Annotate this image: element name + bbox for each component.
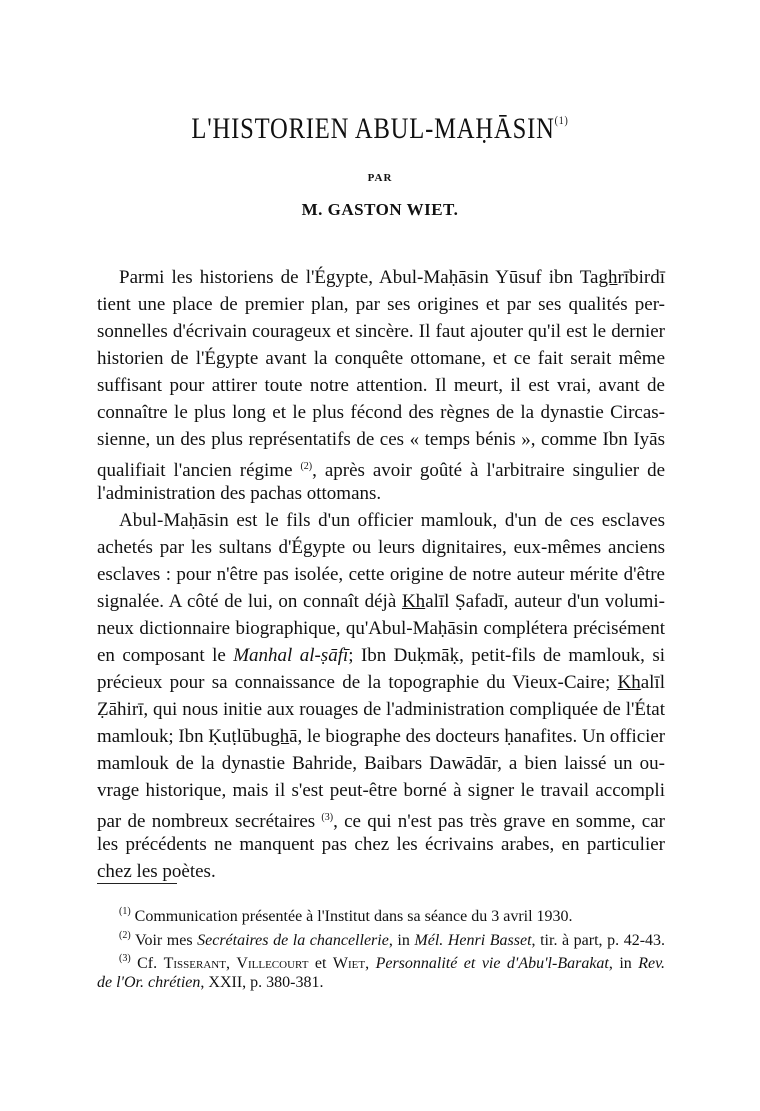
text-run: esclaves : pour n'être pas isolée, cette origine de notre auteur mérite d'être [97,564,665,585]
text-line [97,858,665,885]
text-run: Cf. [130,955,164,972]
footnote-line [97,971,665,995]
text-run: , XXII, p. 380-381. [200,973,324,991]
text-run: mamlouk de la dynastie Bahride, Baibars Dawādār, a bien laissé un ou- [97,753,665,774]
text-run: , in [608,955,639,972]
text-run: Kh [401,591,426,612]
text-line [97,723,665,750]
text-line [97,561,665,588]
text-run: précieux pour sa connaissance de la topographie du Vieux-Caire; [97,672,618,693]
text-line [97,750,665,777]
text-run: les précédents ne manquent pas chez les écrivains arabes, en particulier [97,834,665,855]
text-run: , [365,955,376,972]
footnote-line [97,947,665,971]
text-run: Manhal al-ṣāfī [233,645,349,666]
text-run: Villecourt [236,955,309,972]
footnote-ref: (2) [119,929,131,941]
text-run: Mél. Henri Basset [414,931,532,949]
text-run: , après avoir goûté à l'arbitraire singulier de [312,460,665,481]
text-run: rībirdī [617,267,665,288]
footnote-ref: (3) [119,953,131,964]
text-line [97,696,665,723]
text-run: gh [598,267,618,288]
text-line [97,318,665,345]
text-run: et [308,955,333,972]
text-run: Parmi les historiens de l'Égypte, Abul-Maḥāsin Yūsuf ibn Ta [119,267,599,288]
text-run: sonnelles d'écrivain courageux et sincère. Il faut ajouter qu'il est le dernier [97,321,665,342]
text-run: l'administration des pachas ottomans. [97,483,382,504]
article-title [68,112,691,146]
text-run: mamlouk; Ibn Ḳuṭlūbu [97,726,271,747]
text-run: Wiet [332,955,366,972]
text-line [97,345,665,372]
text-run: gh [270,726,290,747]
text-run: ā, le biographe des docteurs ḥanafites. Un officier [289,726,666,747]
text-line [97,804,665,831]
text-run: chez les poètes. [97,861,216,882]
text-run: Secrétaires de la chancellerie [197,931,389,949]
text-run: , tir. à part, p. 42-43. [531,931,666,949]
text-run: en composant le [97,645,234,666]
title-text: L'HISTORIEN ABUL-MAḤĀSIN [191,112,555,145]
text-run: Ẓāhirī, qui nous initie aux rouages de l'administration compliquée de l'État [97,699,665,720]
text-run: suffisant pour attirer toute notre attention. Il meurt, il est vrai, avant de [97,375,665,396]
text-run: alīl [640,672,665,693]
footnote-ref: (2) [300,461,313,472]
text-run: sienne, un des plus représentatifs de ces « temps bénis », comme Ibn Iyās [97,429,665,450]
text-run: Kh [617,672,641,693]
byline-par: PAR [367,172,393,184]
text-run: Voir mes [130,931,198,949]
author-name: M. GASTON WIET. [301,200,459,219]
text-line [97,426,665,453]
text-run: tient une place de premier plan, par ses origines et par ses qualités per- [97,294,665,315]
footnote-line [97,924,665,948]
text-run: alīl Ṣafadī, auteur d'un volumi- [425,591,665,612]
text-line [97,399,665,426]
text-line [97,264,665,291]
text-run: par de nombreux secrétaires [97,811,322,832]
text-run: , [225,955,237,972]
text-line [97,534,665,561]
text-run: neux dictionnaire biographique, qu'Abul-Maḥāsin complétera précisément [97,618,665,639]
text-line [97,642,665,669]
text-line [97,453,665,480]
footnote-ref: (3) [321,812,334,823]
text-run: Personnalité et vie d'Abu'l-Barakat [375,955,609,972]
text-line [97,831,665,858]
text-run: , in [388,931,415,949]
text-line [97,615,665,642]
text-run: Abul-Maḥāsin est le fils d'un officier mamlouk, d'un de ces esclaves [119,510,665,531]
text-run: connaître le plus long et le plus fécond des règnes de la dynastie Circas- [97,402,665,423]
text-run: Communication présentée à l'Institut dans sa séance du 3 avril 1930. [130,908,573,925]
footnote-ref: (1) [119,906,131,917]
text-run: , ce qui n'est pas très grave en somme, car [333,811,666,832]
text-run: Tisserant [163,955,226,972]
text-line [97,588,665,615]
text-run: historien de l'Égypte avant la conquête ottomane, et ce fait serait même [97,348,665,369]
footnote-divider [97,883,177,884]
text-line [97,372,665,399]
text-line [97,291,665,318]
footnote-line [97,900,665,924]
text-run: ; Ibn Duḳmāḳ, petit-fils de mamlouk, si [348,645,665,666]
text-line [97,480,665,507]
text-run: qualifiait l'ancien régime [97,460,301,481]
text-line [97,669,665,696]
text-run: Rev. [638,955,666,972]
text-run: de l'Or. chrétien [97,973,201,991]
text-run: vrage historique, mais il s'est peut-être borné à signer le travail accompli [97,780,665,801]
text-line [97,777,665,804]
footnotes [97,900,665,994]
title-footnote-ref: (1) [554,113,569,127]
text-run: signalée. A côté de lui, on connaît déjà [97,591,402,612]
text-line [97,507,665,534]
text-run: achetés par les sultans d'Égypte ou leurs dignitaires, eux-mêmes anciens [97,537,665,558]
body-text [97,264,665,885]
